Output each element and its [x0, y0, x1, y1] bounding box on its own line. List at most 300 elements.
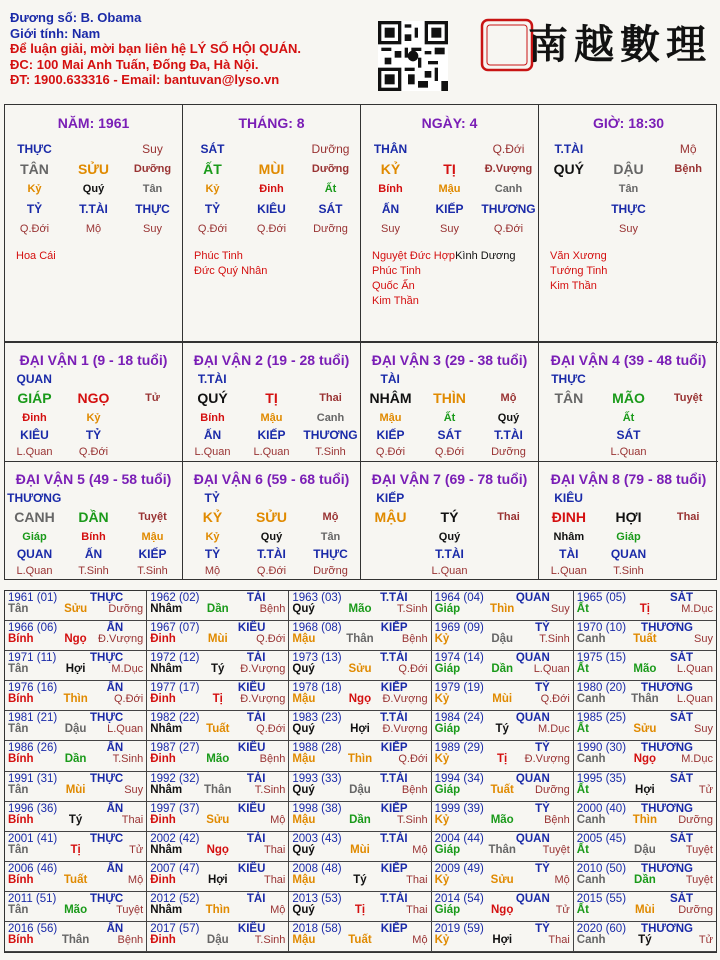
year-branch: Dậu: [634, 843, 656, 856]
year-god: KIÊU: [237, 622, 266, 635]
dai-van-cell-text: T.Sinh: [315, 445, 346, 458]
pillar-cell: Suy: [381, 223, 400, 235]
dai-van-row: [539, 387, 718, 409]
year-cell: [574, 651, 716, 681]
year-god: THƯƠNG: [641, 742, 693, 755]
year-god: ẤN: [106, 802, 124, 815]
dai-van-cell-text: T.TÀI: [494, 427, 523, 442]
year-stem: Nhâm: [150, 723, 183, 736]
year-phase: Tuyệt: [542, 843, 570, 856]
year-label: 1980 (20): [576, 682, 627, 695]
star-label: Quốc Ấn: [372, 280, 415, 292]
year-god: KIẾP: [380, 862, 408, 875]
pillar-cell: THỰC: [611, 202, 646, 216]
year-row: [577, 784, 713, 796]
year-label: 1978 (18): [292, 682, 342, 695]
year-cell: [289, 591, 431, 621]
dai-van-title: ĐẠI VẬN 8 (79 - 88 tuổi): [550, 471, 707, 487]
year-phase: M.Dục: [681, 603, 713, 615]
year-cell: [574, 681, 716, 711]
pillar-cell: Q.Đới: [493, 223, 524, 235]
year-row: [292, 663, 427, 675]
year-label: 2010 (50): [576, 862, 627, 875]
year-row: [292, 874, 427, 886]
year-branch: Tý: [353, 873, 367, 886]
year-row: [577, 723, 713, 735]
year-stem: Nhâm: [150, 603, 183, 615]
year-branch: Dậu: [491, 633, 514, 646]
pillar-cell: TÂN: [20, 161, 49, 177]
year-stem: Nhâm: [150, 663, 183, 676]
dai-van-cell-text: L.Quan: [550, 564, 587, 577]
pillar-stars: [550, 249, 718, 294]
year-cell: [574, 862, 716, 892]
year-label: 2003 (43): [292, 832, 342, 845]
pillar-row: [5, 159, 182, 179]
year-god: TỶ: [535, 742, 550, 755]
year-phase: M.Dục: [681, 753, 713, 766]
dai-van-cell-text: QUAN: [16, 546, 53, 561]
year-cell: [147, 681, 289, 711]
pillar-cell: KỶ: [380, 161, 401, 177]
year-phase: T.Sinh: [539, 633, 570, 646]
pillar-stars: [372, 249, 538, 309]
year-phase: L.Quan: [107, 723, 144, 736]
dai-van-row: [539, 489, 718, 506]
year-god: KIẾP: [380, 802, 408, 815]
year-stem: Nhâm: [150, 903, 183, 916]
dai-van-title: ĐẠI VẬN 2 (19 - 28 tuổi): [193, 352, 350, 368]
pillar-title: GIỜ: 18:30: [592, 115, 665, 131]
year-phase: Thai: [406, 873, 428, 886]
year-stem: Canh: [576, 813, 606, 826]
year-cell: [147, 922, 289, 952]
dai-van-row: [361, 506, 538, 528]
year-row: [435, 753, 570, 765]
year-stem: Canh: [576, 753, 606, 766]
year-cell: [147, 651, 289, 681]
year-label: 1992 (32): [150, 772, 200, 785]
pillar-row: [539, 219, 718, 239]
year-row: [577, 663, 713, 675]
dai-van-cell-text: SỬU: [255, 509, 288, 525]
year-label: 2018 (58): [292, 922, 342, 935]
year-branch: Tý: [68, 813, 83, 826]
year-row: [8, 693, 143, 705]
year-god: THỰC: [90, 592, 124, 604]
year-label: 2011 (51): [8, 892, 57, 905]
year-cell: [289, 651, 431, 681]
pillar-cell: Dưỡng: [313, 223, 348, 235]
dai-van-cell-text: Mậu: [260, 411, 283, 424]
year-god: TÀI: [246, 772, 266, 785]
year-label: 1975 (15): [576, 652, 627, 665]
year-stem: Đinh: [150, 813, 176, 826]
year-branch: Tị: [354, 903, 366, 916]
year-stem: Quý: [292, 603, 315, 615]
year-branch: Mão: [206, 753, 230, 766]
year-cell: [574, 741, 716, 771]
dai-van-row: [361, 562, 538, 579]
dai-van-cell-text: Kỷ: [205, 530, 220, 543]
pillar-stars: [16, 249, 182, 264]
year-label: 1983 (23): [292, 712, 342, 725]
year-god: KIẾP: [380, 922, 408, 935]
star-label: Kình Dương: [455, 250, 516, 262]
year-row: [292, 693, 427, 705]
year-god: KIÊU: [237, 862, 266, 875]
year-cell: [574, 922, 716, 952]
dai-van-cell-text: QUAN: [610, 546, 647, 561]
year-phase: Mộ: [412, 933, 428, 946]
dai-van-god: T.TÀI: [197, 371, 227, 386]
year-branch: Mùi: [634, 903, 655, 916]
pillar-cell: Canh: [494, 183, 523, 195]
year-phase: Q.Đới: [540, 693, 570, 706]
dai-van-row: [183, 426, 360, 443]
year-cell: [432, 621, 574, 651]
year-branch: Tuất: [206, 723, 230, 736]
year-cell: [289, 741, 431, 771]
pillar-row: [5, 179, 182, 199]
dai-van-cell-text: Q.Đới: [375, 445, 406, 458]
year-branch: Mão: [64, 903, 88, 916]
year-row: [150, 904, 285, 916]
year-phase: Bệnh: [544, 813, 570, 826]
dai-van-row: [183, 506, 360, 528]
dai-van-row: [183, 528, 360, 545]
year-phase: Thai: [263, 843, 286, 856]
year-row: [150, 753, 285, 765]
year-god: QUAN: [515, 772, 550, 785]
year-row: [435, 723, 570, 735]
year-stem: Kỷ: [434, 633, 450, 646]
year-stem: Tân: [8, 603, 29, 615]
year-cell: [289, 892, 431, 922]
dai-van-row: [539, 409, 718, 426]
dai-van-cell: [539, 342, 718, 461]
year-label: 2000 (40): [576, 802, 627, 815]
pillar-row: [539, 139, 718, 159]
year-cell: [432, 862, 574, 892]
year-label: 1987 (27): [150, 742, 200, 755]
year-stem: Mậu: [292, 933, 316, 946]
year-label: 1982 (22): [150, 712, 200, 725]
year-phase: Q.Đới: [256, 723, 286, 736]
pillar-cell: Dưỡng: [311, 142, 350, 156]
year-branch: Tị: [497, 753, 508, 766]
dai-van-cell-text: CANH: [14, 509, 55, 525]
year-row: [292, 603, 427, 615]
year-god: KIẾP: [380, 742, 408, 755]
year-stem: Bính: [8, 873, 34, 886]
year-phase: Đ.Vượng: [98, 633, 144, 646]
year-stem: Bính: [8, 753, 34, 766]
year-row: [435, 814, 570, 826]
year-cell: [574, 711, 716, 741]
year-stem: Kỷ: [434, 813, 450, 826]
address: ĐC: 100 Mai Anh Tuấn, Đống Đa, Hà Nội.: [10, 56, 259, 72]
year-stem: Ất: [576, 663, 589, 676]
pillar-cell: Kỷ: [205, 183, 220, 195]
year-god: KIÊU: [237, 922, 266, 935]
pillar-row: [361, 199, 538, 219]
year-cell: [574, 591, 716, 621]
year-god: ẤN: [106, 682, 124, 695]
year-cell: [289, 711, 431, 741]
year-stem: Tân: [8, 723, 29, 736]
year-label: 1966 (06): [8, 622, 58, 635]
year-row: [435, 844, 570, 856]
year-stem: Ất: [576, 783, 589, 796]
dai-van-cell-text: Mộ: [204, 564, 221, 577]
year-label: 1995 (35): [576, 772, 627, 785]
year-branch: Sửu: [633, 723, 657, 736]
year-label: 1991 (31): [8, 772, 58, 785]
annual-table: [4, 590, 717, 953]
pillar-cell: Đ.Vượng: [484, 163, 533, 175]
four-pillars: [4, 104, 717, 342]
year-branch: Hợi: [492, 933, 513, 946]
year-cell: [432, 892, 574, 922]
year-phase: Tuyệt: [685, 873, 713, 886]
year-row: [577, 753, 713, 765]
dai-van-cell-text: T.Sinh: [613, 564, 644, 577]
year-branch: Mão: [348, 603, 372, 615]
year-phase: Thai: [263, 873, 286, 886]
dai-van-row: [5, 506, 182, 528]
year-god: THỰC: [90, 772, 124, 785]
year-phase: Bệnh: [401, 783, 428, 796]
dai-van-cell-text: Tuyệt: [138, 511, 167, 523]
pillar-cell: Suy: [142, 142, 163, 156]
year-phase: Suy: [694, 633, 713, 646]
year-branch: Mão: [490, 813, 514, 826]
star-label: Phúc Tinh: [194, 250, 243, 262]
dai-van-cell-text: Đinh: [22, 411, 47, 424]
year-branch: Dần: [349, 813, 371, 826]
year-cell: [289, 922, 431, 952]
year-god: TỶ: [535, 862, 550, 875]
year-row: [435, 633, 570, 645]
year-label: 2015 (55): [576, 892, 627, 905]
year-stem: Bính: [8, 693, 34, 706]
year-branch: Dậu: [349, 783, 371, 796]
dai-van-row: [539, 562, 718, 579]
year-branch: Mão: [633, 663, 657, 676]
year-label: 2020 (60): [576, 922, 627, 935]
year-phase: Tử: [698, 783, 713, 796]
year-row: [150, 723, 285, 735]
year-cell: [432, 711, 574, 741]
dai-van-cell-text: Bính: [200, 411, 225, 424]
dai-van-cell-text: SÁT: [616, 427, 641, 442]
year-branch: Thân: [488, 843, 516, 856]
pillar-cell: Q.Đới: [197, 223, 228, 235]
year-stem: Bính: [8, 633, 34, 646]
year-row: [8, 874, 143, 886]
year-phase: Đ.Vượng: [240, 693, 286, 706]
dai-van-row: [5, 426, 182, 443]
year-branch: Ngọ: [633, 753, 657, 766]
year-phase: Suy: [124, 783, 144, 796]
year-row: [150, 934, 285, 946]
year-label: 1979 (19): [434, 682, 484, 695]
year-god: TÀI: [246, 892, 266, 905]
dai-van-cell-text: ĐINH: [551, 509, 586, 525]
year-label: 1963 (03): [292, 592, 342, 604]
pillar-row: [183, 159, 360, 179]
dai-van-cell-text: Ất: [443, 411, 456, 424]
year-stem: Canh: [576, 693, 606, 706]
year-branch: Thìn: [490, 603, 515, 615]
dai-van-cell-text: KIẾP: [138, 546, 167, 561]
pillar-cell: THƯƠNG: [481, 202, 536, 216]
dai-van-row: [361, 443, 538, 460]
dai-van-cell-text: ẤN: [203, 427, 222, 442]
pillar-cell: THÂN: [373, 142, 408, 156]
year-stem: Tân: [8, 843, 29, 856]
year-god: THƯƠNG: [641, 802, 693, 815]
year-branch: Tý: [211, 663, 225, 676]
dai-van-row: [183, 443, 360, 460]
dai-van-cell-text: L.Quan: [610, 445, 647, 458]
dai-van-title: ĐẠI VẬN 1 (9 - 18 tuổi): [19, 352, 168, 368]
year-stem: Bính: [8, 813, 34, 826]
dai-van-cell-text: KIẾP: [257, 427, 286, 442]
year-god: QUAN: [515, 712, 550, 725]
pillar-column: [5, 105, 183, 341]
year-branch: Sửu: [206, 813, 230, 826]
year-cell: [5, 651, 147, 681]
dai-van-cell-text: Mậu: [141, 530, 164, 543]
dai-van-row: [5, 443, 182, 460]
year-row: [292, 633, 427, 645]
dai-van-row: [5, 387, 182, 409]
year-god: SÁT: [669, 652, 693, 665]
star-label: Nguyệt Đức HợpKình Dương: [372, 250, 516, 262]
year-label: 1973 (13): [292, 652, 342, 665]
year-cell: [5, 922, 147, 952]
year-cell: [5, 892, 147, 922]
year-god: QUAN: [515, 652, 550, 665]
year-cell: [289, 621, 431, 651]
year-stem: Mậu: [292, 753, 316, 766]
year-stem: Ất: [576, 723, 589, 736]
year-branch: Thìn: [63, 693, 88, 706]
year-phase: Tử: [698, 933, 713, 946]
year-row: [292, 753, 427, 765]
year-branch: Hợi: [207, 873, 228, 886]
year-row: [150, 633, 285, 645]
dai-van-row: [361, 489, 538, 506]
year-label: 1974 (14): [434, 652, 484, 665]
year-phase: Q.Đới: [256, 633, 286, 646]
year-label: 2002 (42): [150, 832, 200, 845]
year-stem: Ất: [576, 843, 589, 856]
dai-van-row: [183, 489, 360, 506]
year-branch: Tị: [639, 603, 650, 615]
year-branch: Mùi: [492, 693, 513, 706]
year-phase: Thai: [121, 813, 144, 826]
pillar-cell: Suy: [440, 223, 459, 235]
year-label: 1985 (25): [576, 712, 627, 725]
year-phase: M.Dục: [111, 663, 144, 676]
year-branch: Hợi: [635, 783, 655, 796]
star-label: Đức Quý Nhân: [194, 265, 268, 277]
seal-stamp: [479, 17, 535, 73]
year-cell: [574, 772, 716, 802]
year-god: T.TÀI: [380, 712, 408, 725]
dai-van-row: [183, 370, 360, 387]
dai-van-row: [361, 409, 538, 426]
pillar-title: THÁNG: 8: [238, 115, 305, 131]
year-cell: [289, 862, 431, 892]
year-cell: [432, 802, 574, 832]
dai-van-cell-text: HỢI: [615, 509, 642, 525]
year-label: 1984 (24): [434, 712, 484, 725]
year-cell: [147, 832, 289, 862]
year-row: [150, 663, 285, 675]
year-god: TÀI: [246, 652, 266, 665]
pillar-cell: T.TÀI: [554, 142, 584, 156]
pillar-cell: Mộ: [85, 223, 102, 235]
year-row: [292, 934, 427, 946]
owner-name: Đương số: B. Obama: [10, 10, 142, 25]
year-row: [150, 603, 285, 615]
year-branch: Sửu: [348, 663, 372, 676]
pillar-row: [539, 179, 718, 199]
year-god: THƯƠNG: [641, 622, 693, 635]
pillar-row: [361, 219, 538, 239]
year-label: 1969 (09): [434, 622, 484, 635]
year-branch: Dậu: [64, 723, 87, 736]
year-god: QUAN: [515, 592, 550, 604]
year-row: [8, 663, 143, 675]
year-branch: Thìn: [205, 903, 230, 916]
year-phase: Đ.Vượng: [524, 753, 570, 766]
dai-van-row: [5, 409, 182, 426]
year-phase: Thai: [548, 933, 570, 946]
pillar-cell: SÁT: [200, 142, 225, 156]
pillar-row: [5, 199, 182, 219]
year-phase: Mộ: [412, 843, 428, 856]
year-branch: Dần: [491, 663, 514, 676]
dai-van-title: ĐẠI VẬN 3 (29 - 38 tuổi): [371, 352, 528, 368]
dai-van-row: [5, 489, 182, 506]
pillar-column: [361, 105, 539, 341]
dai-van-cell-text: Q.Đới: [434, 445, 465, 458]
year-row: [292, 784, 427, 796]
year-label: 1976 (16): [8, 682, 58, 695]
dai-van-cell-text: Quý: [438, 530, 461, 543]
year-row: [292, 814, 427, 826]
year-label: 2001 (41): [8, 832, 58, 845]
year-label: 1998 (38): [292, 802, 342, 815]
pillar-cell: KIÊU: [257, 202, 286, 216]
year-phase: T.Sinh: [254, 783, 286, 796]
year-label: 1997 (37): [150, 802, 200, 815]
pillar-column: [539, 105, 718, 341]
year-label: 1990 (30): [576, 742, 627, 755]
dai-van-row: [183, 387, 360, 409]
year-cell: [147, 741, 289, 771]
year-god: SÁT: [669, 772, 693, 785]
pillar-cell: QUÝ: [553, 161, 584, 177]
dai-van-cell-text: Mộ: [500, 392, 517, 404]
year-stem: Mậu: [292, 633, 316, 646]
year-label: 2012 (52): [150, 892, 200, 905]
